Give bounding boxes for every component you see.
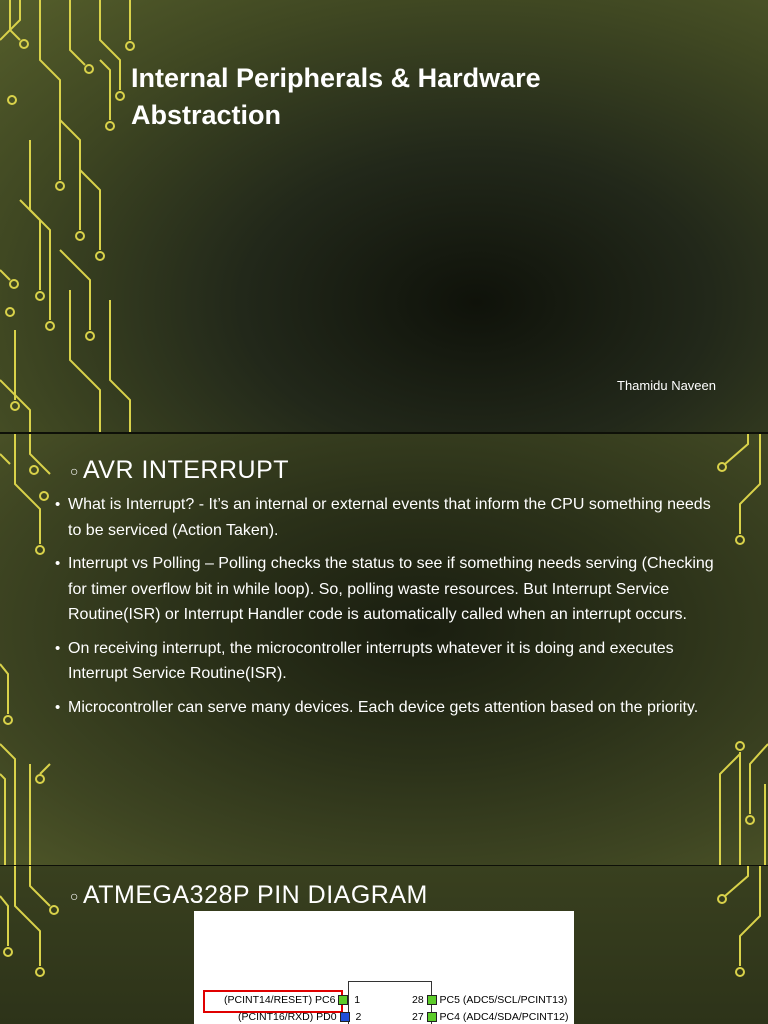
section-heading xyxy=(70,881,428,910)
pin-number: 1 xyxy=(354,994,361,1006)
bullet-circle-icon: ○ xyxy=(70,888,79,905)
bullet-dot-icon: • xyxy=(55,639,61,657)
pin-label: PC4 (ADC4/SDA/PCINT12) xyxy=(439,1011,569,1023)
bullet-text: Interrupt vs Polling – Polling checks the status to see if something needs serving (Checking for timer overflow bit in while loop). So, polling waste resources. But Interrupt Service Routine(ISR) or Interrupt Handler code is automatically called when an interrupt occurs. xyxy=(68,555,714,623)
bullet-list xyxy=(55,492,715,728)
list-item xyxy=(55,695,715,721)
pin-diagram-image xyxy=(194,911,574,1024)
list-item xyxy=(55,636,715,687)
pin-row xyxy=(238,1011,361,1023)
bullet-text: What is Interrupt? - It’s an internal or external events that inform the CPU something needs to be serviced (Action Taken). xyxy=(68,496,711,539)
pin-number: 28 xyxy=(412,994,424,1006)
bullet-circle-icon: ○ xyxy=(70,463,79,480)
pin-number: 27 xyxy=(412,1011,424,1023)
author-name: Thamidu Naveen xyxy=(617,378,716,393)
interrupt-slide xyxy=(0,434,768,865)
list-item xyxy=(55,551,715,628)
circuit-decoration-right xyxy=(700,866,768,1024)
pin-row xyxy=(412,1011,568,1023)
pin-marker xyxy=(427,995,437,1005)
bullet-dot-icon: • xyxy=(55,698,61,716)
list-item xyxy=(55,492,715,543)
section-heading xyxy=(70,456,289,485)
pin-marker xyxy=(427,1012,437,1022)
bullet-text: On receiving interrupt, the microcontroller interrupts whatever it is doing and executes Interrupt Service Routine(ISR). xyxy=(68,639,674,682)
bullet-dot-icon: • xyxy=(55,555,61,572)
bullet-text: Microcontroller can serve many devices. Each device gets attention based on the priority. xyxy=(68,698,699,716)
pin-diagram-slide xyxy=(0,866,768,1024)
circuit-decoration-left xyxy=(0,434,60,865)
heading-text: AVR INTERRUPT xyxy=(82,456,290,484)
page-title: Internal Peripherals & Hardware Abstraction xyxy=(131,63,541,130)
pin-row xyxy=(224,994,360,1006)
heading-text: ATMEGA328P PIN DIAGRAM xyxy=(82,881,428,909)
pin-label: PC5 (ADC5/SCL/PCINT13) xyxy=(439,994,568,1006)
pin-marker xyxy=(340,1012,350,1022)
bullet-dot-icon: • xyxy=(55,496,61,513)
pin-marker xyxy=(338,995,348,1005)
pin-label: (PCINT16/RXD) PD0 xyxy=(238,1011,337,1023)
circuit-decoration-left xyxy=(0,866,60,1024)
pin-row xyxy=(412,994,567,1006)
pin-number: 2 xyxy=(355,1011,362,1023)
circuit-decoration-left xyxy=(0,0,140,432)
pin-label: (PCINT14/RESET) PC6 xyxy=(224,994,336,1006)
title-slide xyxy=(0,0,768,432)
